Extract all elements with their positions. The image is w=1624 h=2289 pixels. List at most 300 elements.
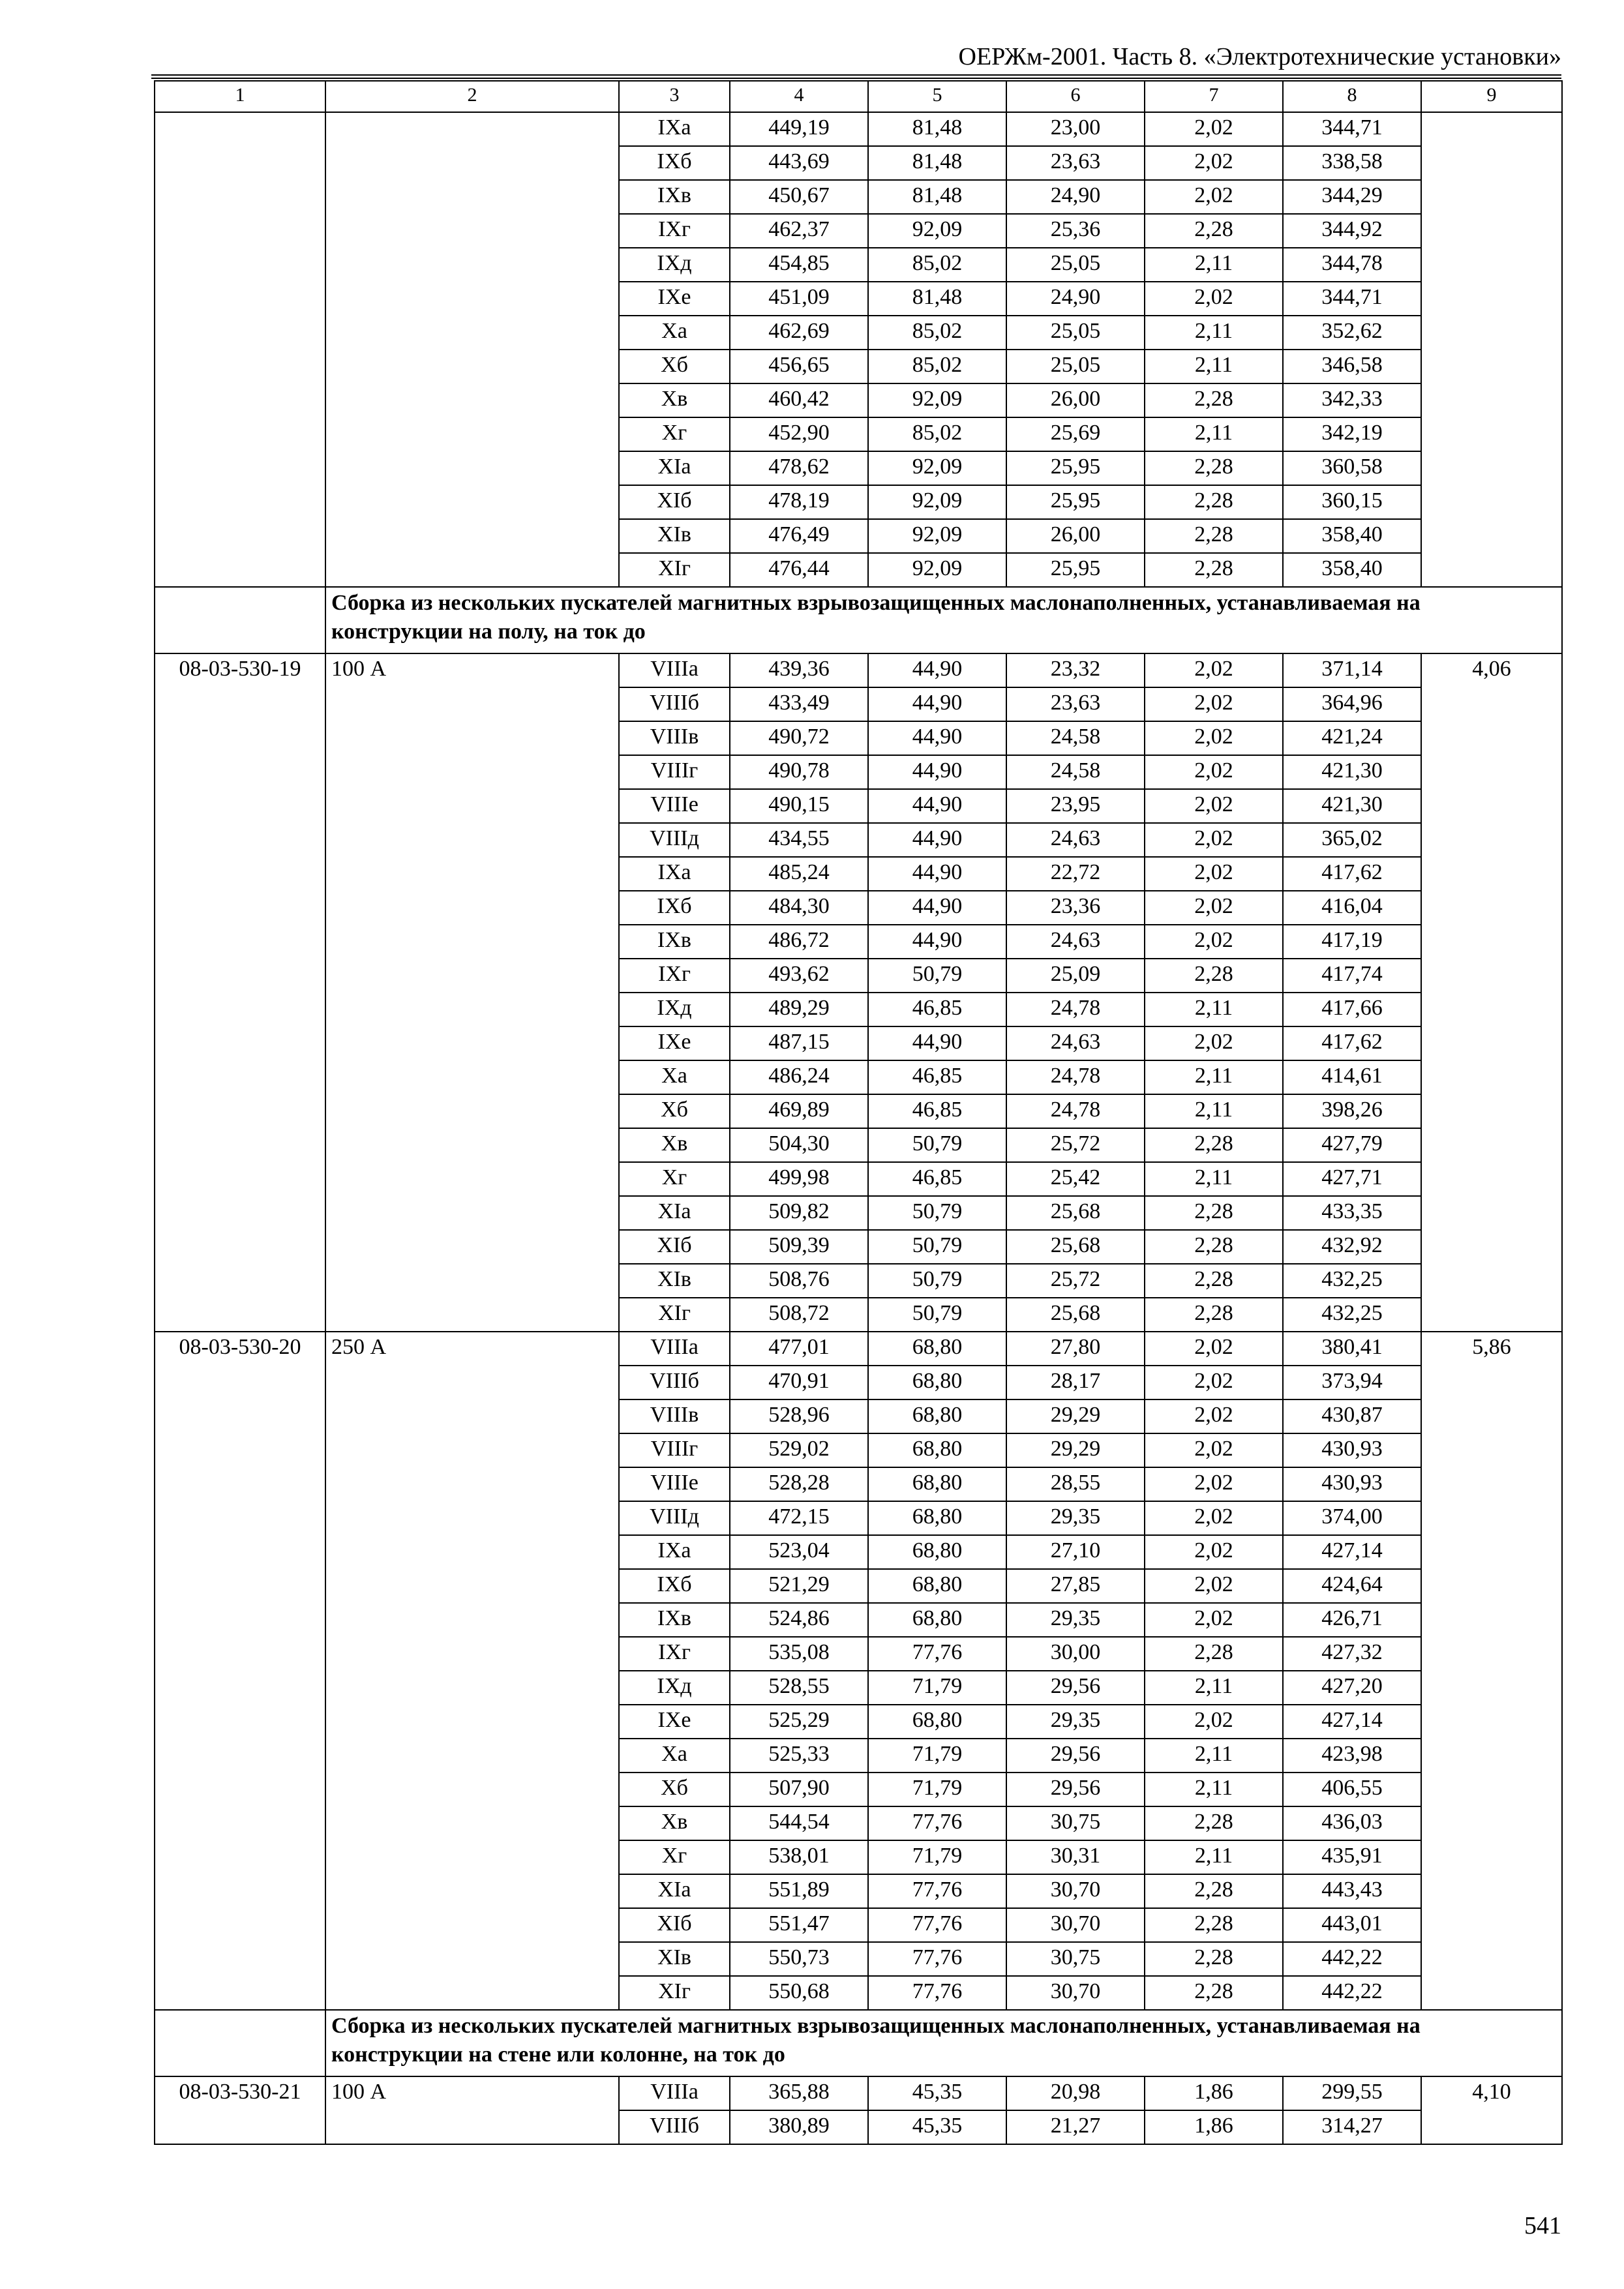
cell-zone: VIIIе xyxy=(619,789,730,823)
running-header: ОЕРЖм-2001. Часть 8. «Электротехнические установки» xyxy=(958,43,1561,70)
cell-direct-costs: 525,33 xyxy=(730,1739,868,1773)
cell-machine-costs: 24,78 xyxy=(1006,1060,1145,1094)
cell-machine-wages: 2,02 xyxy=(1145,1569,1283,1603)
cell-zone: IXе xyxy=(619,1026,730,1060)
cell-materials: 432,25 xyxy=(1283,1298,1421,1332)
cell-materials: 417,74 xyxy=(1283,959,1421,993)
cell-machine-costs: 24,90 xyxy=(1006,282,1145,316)
cell-materials: 365,02 xyxy=(1283,823,1421,857)
cell-labor-wages: 92,09 xyxy=(868,451,1006,485)
cell-labor-wages: 92,09 xyxy=(868,553,1006,587)
cell-machine-wages: 2,28 xyxy=(1145,451,1283,485)
cell-labor-wages: 44,90 xyxy=(868,653,1006,687)
cell-machine-costs: 25,72 xyxy=(1006,1128,1145,1162)
cell-direct-costs: 508,72 xyxy=(730,1298,868,1332)
cell-machine-costs: 29,56 xyxy=(1006,1739,1145,1773)
section-caption: Сборка из нескольких пускателей магнитных взрывозащищенных маслонаполненных, устанавливаемая на конструкции на полу, на ток до xyxy=(325,587,1562,653)
cell-zone: XIг xyxy=(619,1298,730,1332)
cell-zone: IXг xyxy=(619,959,730,993)
cell-materials: 338,58 xyxy=(1283,146,1421,180)
cell-labor-wages: 85,02 xyxy=(868,248,1006,282)
cell-zone: Xб xyxy=(619,1094,730,1128)
cell-direct-costs: 462,69 xyxy=(730,316,868,350)
cell-machine-wages: 2,11 xyxy=(1145,1739,1283,1773)
cell-materials: 360,58 xyxy=(1283,451,1421,485)
cell-name xyxy=(325,112,619,587)
cell-zone: VIIIб xyxy=(619,2110,730,2144)
cell-zone: XIг xyxy=(619,553,730,587)
cell-materials: 342,33 xyxy=(1283,383,1421,417)
cell-labor-wages: 50,79 xyxy=(868,1264,1006,1298)
column-number: 2 xyxy=(325,81,619,112)
cell-machine-wages: 2,28 xyxy=(1145,553,1283,587)
cell-labor-wages: 77,76 xyxy=(868,1874,1006,1908)
cell-zone: Xг xyxy=(619,1162,730,1196)
cell-machine-costs: 30,70 xyxy=(1006,1976,1145,2010)
cell-zone: IXд xyxy=(619,1671,730,1705)
section-caption-row xyxy=(155,587,1562,653)
cell-machine-wages: 2,02 xyxy=(1145,1535,1283,1569)
cell-direct-costs: 508,76 xyxy=(730,1264,868,1298)
cell-direct-costs: 499,98 xyxy=(730,1162,868,1196)
cell-materials: 424,64 xyxy=(1283,1569,1421,1603)
cell-machine-wages: 2,02 xyxy=(1145,180,1283,214)
cell-materials: 427,20 xyxy=(1283,1671,1421,1705)
cell-labor-wages: 45,35 xyxy=(868,2076,1006,2110)
cell-zone: IXд xyxy=(619,993,730,1026)
norms-table xyxy=(154,80,1563,2145)
cell-machine-wages: 2,28 xyxy=(1145,519,1283,553)
cell-labor-wages: 50,79 xyxy=(868,959,1006,993)
cell-labor-wages: 44,90 xyxy=(868,789,1006,823)
cell-labor-wages: 44,90 xyxy=(868,721,1006,755)
cell-materials: 314,27 xyxy=(1283,2110,1421,2144)
cell-name: 250 А xyxy=(325,1332,619,2010)
cell-zone: VIIIв xyxy=(619,721,730,755)
table-body xyxy=(155,81,1562,2144)
cell-materials: 443,43 xyxy=(1283,1874,1421,1908)
cell-machine-costs: 28,55 xyxy=(1006,1467,1145,1501)
cell-machine-wages: 2,02 xyxy=(1145,1433,1283,1467)
cell-machine-costs: 27,10 xyxy=(1006,1535,1145,1569)
cell-direct-costs: 380,89 xyxy=(730,2110,868,2144)
cell-direct-costs: 462,37 xyxy=(730,214,868,248)
cell-machine-costs: 25,68 xyxy=(1006,1230,1145,1264)
cell-labor-wages: 44,90 xyxy=(868,925,1006,959)
cell-zone: IXв xyxy=(619,1603,730,1637)
cell-direct-costs: 486,24 xyxy=(730,1060,868,1094)
cell-code: 08-03-530-20 xyxy=(155,1332,325,2010)
cell-labor-wages: 77,76 xyxy=(868,1942,1006,1976)
cell-zone: IXе xyxy=(619,1705,730,1739)
cell-machine-wages: 2,28 xyxy=(1145,1637,1283,1671)
cell-labor-hours xyxy=(1421,112,1562,587)
header-double-rule xyxy=(151,74,1561,79)
cell-labor-wages: 77,76 xyxy=(868,1908,1006,1942)
cell-materials: 380,41 xyxy=(1283,1332,1421,1366)
table-row xyxy=(155,653,1562,687)
cell-materials: 416,04 xyxy=(1283,891,1421,925)
cell-machine-costs: 25,95 xyxy=(1006,485,1145,519)
cell-labor-wages: 44,90 xyxy=(868,857,1006,891)
cell-zone: Xв xyxy=(619,1128,730,1162)
cell-zone: VIIIе xyxy=(619,1467,730,1501)
cell-machine-costs: 27,80 xyxy=(1006,1332,1145,1366)
cell-machine-costs: 25,05 xyxy=(1006,248,1145,282)
cell-materials: 421,30 xyxy=(1283,755,1421,789)
cell-labor-wages: 45,35 xyxy=(868,2110,1006,2144)
cell-materials: 421,24 xyxy=(1283,721,1421,755)
cell-labor-wages: 50,79 xyxy=(868,1230,1006,1264)
cell-zone: IXa xyxy=(619,857,730,891)
cell-machine-costs: 30,70 xyxy=(1006,1874,1145,1908)
cell-labor-wages: 77,76 xyxy=(868,1637,1006,1671)
cell-zone: VIIIa xyxy=(619,2076,730,2110)
cell-labor-wages: 71,79 xyxy=(868,1773,1006,1806)
cell-code xyxy=(155,112,325,587)
cell-machine-wages: 2,11 xyxy=(1145,248,1283,282)
cell-direct-costs: 454,85 xyxy=(730,248,868,282)
cell-machine-costs: 27,85 xyxy=(1006,1569,1145,1603)
cell-machine-costs: 29,35 xyxy=(1006,1501,1145,1535)
cell-zone: Xг xyxy=(619,1840,730,1874)
cell-machine-wages: 2,11 xyxy=(1145,1840,1283,1874)
cell-zone: XIб xyxy=(619,485,730,519)
cell-machine-costs: 25,09 xyxy=(1006,959,1145,993)
cell-direct-costs: 528,55 xyxy=(730,1671,868,1705)
cell-direct-costs: 476,44 xyxy=(730,553,868,587)
cell-machine-costs: 25,05 xyxy=(1006,350,1145,383)
cell-machine-costs: 30,75 xyxy=(1006,1942,1145,1976)
cell-machine-costs: 25,72 xyxy=(1006,1264,1145,1298)
cell-direct-costs: 493,62 xyxy=(730,959,868,993)
cell-labor-wages: 68,80 xyxy=(868,1501,1006,1535)
cell-materials: 344,29 xyxy=(1283,180,1421,214)
cell-machine-wages: 2,11 xyxy=(1145,350,1283,383)
cell-direct-costs: 478,62 xyxy=(730,451,868,485)
cell-machine-wages: 2,02 xyxy=(1145,282,1283,316)
cell-zone: XIв xyxy=(619,1942,730,1976)
cell-labor-wages: 68,80 xyxy=(868,1366,1006,1399)
cell-machine-wages: 2,02 xyxy=(1145,823,1283,857)
cell-materials: 342,19 xyxy=(1283,417,1421,451)
cell-materials: 358,40 xyxy=(1283,553,1421,587)
cell-direct-costs: 528,28 xyxy=(730,1467,868,1501)
caption-blank-cell xyxy=(155,2010,325,2076)
cell-labor-wages: 46,85 xyxy=(868,1094,1006,1128)
table-row xyxy=(155,2076,1562,2110)
table-row xyxy=(155,112,1562,146)
cell-machine-wages: 2,02 xyxy=(1145,687,1283,721)
cell-labor-wages: 44,90 xyxy=(868,755,1006,789)
cell-materials: 373,94 xyxy=(1283,1366,1421,1399)
cell-machine-costs: 30,31 xyxy=(1006,1840,1145,1874)
cell-machine-costs: 25,36 xyxy=(1006,214,1145,248)
cell-direct-costs: 489,29 xyxy=(730,993,868,1026)
cell-labor-wages: 50,79 xyxy=(868,1298,1006,1332)
cell-zone: IXв xyxy=(619,925,730,959)
cell-direct-costs: 551,47 xyxy=(730,1908,868,1942)
cell-machine-costs: 24,78 xyxy=(1006,1094,1145,1128)
cell-materials: 344,71 xyxy=(1283,112,1421,146)
caption-blank-cell xyxy=(155,587,325,653)
cell-materials: 346,58 xyxy=(1283,350,1421,383)
column-number: 6 xyxy=(1006,81,1145,112)
cell-labor-wages: 50,79 xyxy=(868,1128,1006,1162)
cell-labor-wages: 81,48 xyxy=(868,146,1006,180)
cell-labor-wages: 68,80 xyxy=(868,1399,1006,1433)
cell-materials: 344,92 xyxy=(1283,214,1421,248)
cell-machine-costs: 24,90 xyxy=(1006,180,1145,214)
cell-name: 100 А xyxy=(325,653,619,1332)
cell-machine-wages: 2,02 xyxy=(1145,789,1283,823)
cell-machine-costs: 23,63 xyxy=(1006,146,1145,180)
cell-machine-wages: 1,86 xyxy=(1145,2110,1283,2144)
cell-machine-wages: 2,02 xyxy=(1145,112,1283,146)
column-number: 3 xyxy=(619,81,730,112)
cell-name: 100 А xyxy=(325,2076,619,2144)
cell-materials: 427,79 xyxy=(1283,1128,1421,1162)
cell-machine-costs: 29,29 xyxy=(1006,1433,1145,1467)
cell-materials: 430,93 xyxy=(1283,1467,1421,1501)
cell-zone: XIa xyxy=(619,1874,730,1908)
cell-direct-costs: 476,49 xyxy=(730,519,868,553)
cell-zone: IXд xyxy=(619,248,730,282)
cell-direct-costs: 433,49 xyxy=(730,687,868,721)
cell-direct-costs: 484,30 xyxy=(730,891,868,925)
cell-zone: IXб xyxy=(619,891,730,925)
cell-labor-wages: 68,80 xyxy=(868,1467,1006,1501)
column-number: 7 xyxy=(1145,81,1283,112)
cell-direct-costs: 450,67 xyxy=(730,180,868,214)
cell-machine-wages: 2,02 xyxy=(1145,1705,1283,1739)
cell-labor-wages: 81,48 xyxy=(868,112,1006,146)
cell-machine-costs: 23,36 xyxy=(1006,891,1145,925)
cell-zone: XIб xyxy=(619,1230,730,1264)
cell-labor-wages: 85,02 xyxy=(868,417,1006,451)
cell-zone: Xб xyxy=(619,1773,730,1806)
cell-machine-costs: 29,29 xyxy=(1006,1399,1145,1433)
cell-zone: VIIIб xyxy=(619,687,730,721)
cell-machine-wages: 2,11 xyxy=(1145,1773,1283,1806)
cell-machine-wages: 2,02 xyxy=(1145,653,1283,687)
cell-machine-wages: 2,02 xyxy=(1145,925,1283,959)
cell-direct-costs: 449,19 xyxy=(730,112,868,146)
cell-direct-costs: 490,15 xyxy=(730,789,868,823)
cell-materials: 417,62 xyxy=(1283,1026,1421,1060)
cell-materials: 352,62 xyxy=(1283,316,1421,350)
cell-zone: IXг xyxy=(619,214,730,248)
cell-machine-wages: 2,02 xyxy=(1145,1603,1283,1637)
cell-direct-costs: 504,30 xyxy=(730,1128,868,1162)
cell-machine-costs: 26,00 xyxy=(1006,519,1145,553)
cell-materials: 427,32 xyxy=(1283,1637,1421,1671)
cell-materials: 398,26 xyxy=(1283,1094,1421,1128)
cell-zone: XIв xyxy=(619,519,730,553)
cell-direct-costs: 521,29 xyxy=(730,1569,868,1603)
cell-direct-costs: 509,82 xyxy=(730,1196,868,1230)
cell-zone: Xa xyxy=(619,316,730,350)
cell-zone: VIIIг xyxy=(619,1433,730,1467)
cell-zone: XIв xyxy=(619,1264,730,1298)
cell-machine-wages: 2,02 xyxy=(1145,1366,1283,1399)
cell-materials: 417,62 xyxy=(1283,857,1421,891)
cell-direct-costs: 365,88 xyxy=(730,2076,868,2110)
cell-direct-costs: 439,36 xyxy=(730,653,868,687)
cell-labor-wages: 77,76 xyxy=(868,1976,1006,2010)
cell-labor-wages: 77,76 xyxy=(868,1806,1006,1840)
column-number: 4 xyxy=(730,81,868,112)
cell-materials: 364,96 xyxy=(1283,687,1421,721)
cell-machine-costs: 24,58 xyxy=(1006,721,1145,755)
cell-machine-wages: 2,11 xyxy=(1145,417,1283,451)
cell-machine-wages: 1,86 xyxy=(1145,2076,1283,2110)
cell-machine-wages: 2,28 xyxy=(1145,1264,1283,1298)
cell-direct-costs: 551,89 xyxy=(730,1874,868,1908)
cell-machine-costs: 29,56 xyxy=(1006,1671,1145,1705)
cell-machine-wages: 2,28 xyxy=(1145,1196,1283,1230)
cell-labor-wages: 44,90 xyxy=(868,687,1006,721)
cell-direct-costs: 490,78 xyxy=(730,755,868,789)
cell-zone: IXв xyxy=(619,180,730,214)
cell-machine-costs: 25,68 xyxy=(1006,1298,1145,1332)
cell-machine-costs: 25,95 xyxy=(1006,553,1145,587)
cell-machine-wages: 2,11 xyxy=(1145,1671,1283,1705)
cell-machine-wages: 2,28 xyxy=(1145,1976,1283,2010)
cell-direct-costs: 507,90 xyxy=(730,1773,868,1806)
cell-direct-costs: 456,65 xyxy=(730,350,868,383)
cell-labor-wages: 71,79 xyxy=(868,1739,1006,1773)
cell-machine-costs: 25,05 xyxy=(1006,316,1145,350)
cell-labor-wages: 92,09 xyxy=(868,519,1006,553)
cell-machine-costs: 23,63 xyxy=(1006,687,1145,721)
cell-labor-wages: 81,48 xyxy=(868,180,1006,214)
cell-machine-wages: 2,02 xyxy=(1145,1026,1283,1060)
column-number-row xyxy=(155,81,1562,112)
cell-labor-wages: 46,85 xyxy=(868,1162,1006,1196)
section-caption-row xyxy=(155,2010,1562,2076)
cell-direct-costs: 477,01 xyxy=(730,1332,868,1366)
cell-zone: VIIIг xyxy=(619,755,730,789)
cell-materials: 426,71 xyxy=(1283,1603,1421,1637)
cell-zone: IXб xyxy=(619,146,730,180)
cell-materials: 432,92 xyxy=(1283,1230,1421,1264)
cell-materials: 432,25 xyxy=(1283,1264,1421,1298)
cell-direct-costs: 478,19 xyxy=(730,485,868,519)
cell-zone: IXa xyxy=(619,112,730,146)
cell-machine-costs: 24,63 xyxy=(1006,1026,1145,1060)
cell-machine-wages: 2,02 xyxy=(1145,146,1283,180)
cell-materials: 358,40 xyxy=(1283,519,1421,553)
cell-machine-costs: 26,00 xyxy=(1006,383,1145,417)
cell-direct-costs: 529,02 xyxy=(730,1433,868,1467)
cell-materials: 344,78 xyxy=(1283,248,1421,282)
cell-zone: VIIIв xyxy=(619,1399,730,1433)
cell-direct-costs: 550,68 xyxy=(730,1976,868,2010)
cell-labor-hours: 4,10 xyxy=(1421,2076,1562,2144)
cell-machine-wages: 2,28 xyxy=(1145,1806,1283,1840)
cell-machine-wages: 2,28 xyxy=(1145,1128,1283,1162)
cell-direct-costs: 485,24 xyxy=(730,857,868,891)
cell-machine-wages: 2,11 xyxy=(1145,993,1283,1026)
cell-materials: 344,71 xyxy=(1283,282,1421,316)
cell-labor-wages: 68,80 xyxy=(868,1705,1006,1739)
cell-machine-wages: 2,28 xyxy=(1145,1298,1283,1332)
cell-materials: 421,30 xyxy=(1283,789,1421,823)
cell-labor-wages: 85,02 xyxy=(868,316,1006,350)
cell-materials: 299,55 xyxy=(1283,2076,1421,2110)
cell-materials: 423,98 xyxy=(1283,1739,1421,1773)
cell-labor-wages: 71,79 xyxy=(868,1840,1006,1874)
cell-direct-costs: 544,54 xyxy=(730,1806,868,1840)
cell-direct-costs: 538,01 xyxy=(730,1840,868,1874)
cell-labor-wages: 92,09 xyxy=(868,214,1006,248)
cell-machine-costs: 29,35 xyxy=(1006,1705,1145,1739)
cell-machine-costs: 25,69 xyxy=(1006,417,1145,451)
cell-machine-wages: 2,02 xyxy=(1145,1467,1283,1501)
cell-zone: Xб xyxy=(619,350,730,383)
cell-zone: XIa xyxy=(619,451,730,485)
cell-materials: 427,14 xyxy=(1283,1705,1421,1739)
cell-direct-costs: 528,96 xyxy=(730,1399,868,1433)
cell-machine-wages: 2,28 xyxy=(1145,959,1283,993)
cell-zone: VIIIд xyxy=(619,823,730,857)
cell-machine-costs: 30,70 xyxy=(1006,1908,1145,1942)
cell-materials: 360,15 xyxy=(1283,485,1421,519)
cell-machine-wages: 2,11 xyxy=(1145,1162,1283,1196)
cell-direct-costs: 469,89 xyxy=(730,1094,868,1128)
cell-machine-costs: 20,98 xyxy=(1006,2076,1145,2110)
cell-labor-wages: 68,80 xyxy=(868,1569,1006,1603)
cell-machine-wages: 2,28 xyxy=(1145,214,1283,248)
cell-machine-costs: 25,42 xyxy=(1006,1162,1145,1196)
cell-code: 08-03-530-19 xyxy=(155,653,325,1332)
cell-direct-costs: 509,39 xyxy=(730,1230,868,1264)
cell-materials: 371,14 xyxy=(1283,653,1421,687)
cell-direct-costs: 524,86 xyxy=(730,1603,868,1637)
cell-direct-costs: 472,15 xyxy=(730,1501,868,1535)
cell-machine-wages: 2,28 xyxy=(1145,383,1283,417)
cell-labor-hours: 4,06 xyxy=(1421,653,1562,1332)
cell-labor-wages: 68,80 xyxy=(868,1332,1006,1366)
cell-machine-wages: 2,02 xyxy=(1145,891,1283,925)
cell-machine-costs: 24,63 xyxy=(1006,823,1145,857)
cell-labor-wages: 92,09 xyxy=(868,383,1006,417)
cell-labor-hours: 5,86 xyxy=(1421,1332,1562,2010)
cell-machine-costs: 24,58 xyxy=(1006,755,1145,789)
cell-machine-costs: 29,56 xyxy=(1006,1773,1145,1806)
cell-materials: 427,71 xyxy=(1283,1162,1421,1196)
cell-machine-costs: 24,78 xyxy=(1006,993,1145,1026)
cell-machine-wages: 2,11 xyxy=(1145,316,1283,350)
cell-machine-costs: 25,95 xyxy=(1006,451,1145,485)
cell-direct-costs: 434,55 xyxy=(730,823,868,857)
cell-materials: 430,93 xyxy=(1283,1433,1421,1467)
cell-materials: 417,66 xyxy=(1283,993,1421,1026)
cell-materials: 406,55 xyxy=(1283,1773,1421,1806)
cell-machine-costs: 23,95 xyxy=(1006,789,1145,823)
cell-machine-wages: 2,02 xyxy=(1145,1399,1283,1433)
cell-direct-costs: 452,90 xyxy=(730,417,868,451)
cell-zone: IXг xyxy=(619,1637,730,1671)
cell-machine-wages: 2,02 xyxy=(1145,721,1283,755)
cell-zone: XIa xyxy=(619,1196,730,1230)
cell-labor-wages: 50,79 xyxy=(868,1196,1006,1230)
cell-materials: 442,22 xyxy=(1283,1942,1421,1976)
column-number: 5 xyxy=(868,81,1006,112)
cell-labor-wages: 68,80 xyxy=(868,1535,1006,1569)
cell-direct-costs: 460,42 xyxy=(730,383,868,417)
